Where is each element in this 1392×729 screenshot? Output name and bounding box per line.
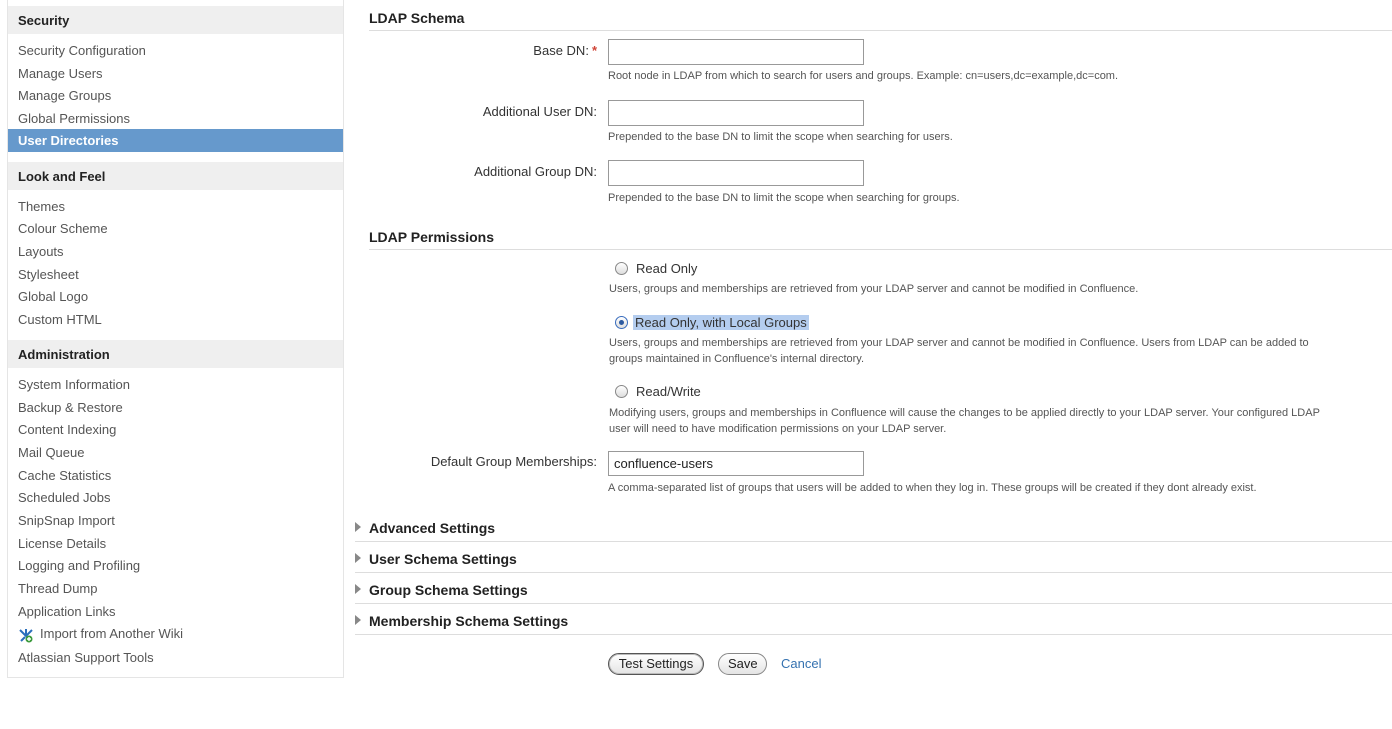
description-line: Users, groups and memberships are retrieved from your LDAP server and cannot be modified in Confluence. xyxy=(609,283,1139,295)
sidebar-item-atlassian-support-tools[interactable] xyxy=(8,646,343,669)
base-dn-description: Root node in LDAP from which to search for users and groups. Example: cn=users,dc=example,dc=com. xyxy=(608,70,1119,82)
sidebar-item-label: System Information xyxy=(18,377,130,392)
sidebar-item-label: Colour Scheme xyxy=(18,221,108,236)
additional-user-dn-input[interactable] xyxy=(608,100,864,126)
additional-group-dn-label: Additional Group DN: xyxy=(474,164,597,179)
sidebar-item-colour-scheme[interactable] xyxy=(8,217,343,240)
sidebar-item-user-directories[interactable] xyxy=(8,129,343,152)
sidebar-item-label: Atlassian Support Tools xyxy=(18,650,154,665)
sidebar-section-security xyxy=(8,6,343,34)
sidebar-item-label: SnipSnap Import xyxy=(18,513,115,528)
sidebar-item-system-information[interactable] xyxy=(8,373,343,396)
sidebar-section-title: Look and Feel xyxy=(18,169,106,184)
additional-group-dn-description: Prepended to the base DN to limit the scope when searching for groups. xyxy=(608,192,960,204)
required-marker: * xyxy=(591,43,597,58)
description-line: user will need to have modification permissions on your LDAP server. xyxy=(609,423,947,435)
sidebar-item-scheduled-jobs[interactable] xyxy=(8,486,343,509)
sidebar-item-label: Themes xyxy=(18,199,65,214)
sidebar-item-label: Global Logo xyxy=(18,289,89,304)
additional-user-dn-label: Additional User DN: xyxy=(482,104,597,119)
sidebar-section-look-and-feel xyxy=(8,162,343,190)
expand-triangle-icon xyxy=(355,584,361,594)
advanced-settings-toggle[interactable] xyxy=(355,515,1392,542)
sidebar-item-custom-html[interactable] xyxy=(8,308,343,331)
sidebar-item-stylesheet[interactable] xyxy=(8,263,343,286)
base-dn-label-text: Base DN: xyxy=(533,43,589,58)
read-only-local-groups-description xyxy=(609,335,1309,367)
sidebar-item-label: Scheduled Jobs xyxy=(18,490,111,505)
cancel-link[interactable]: Cancel xyxy=(781,656,822,671)
additional-user-dn-description: Prepended to the base DN to limit the scope when searching for users. xyxy=(608,131,953,143)
sidebar-item-manage-groups[interactable] xyxy=(8,84,343,107)
expand-triangle-icon xyxy=(355,553,361,563)
read-only-local-groups-label[interactable]: Read Only, with Local Groups xyxy=(635,315,807,330)
sidebar-item-label: Thread Dump xyxy=(18,581,98,596)
additional-group-dn-input[interactable] xyxy=(608,160,864,186)
test-settings-button[interactable]: Test Settings xyxy=(608,653,704,675)
import-wiki-icon xyxy=(18,627,34,643)
sidebar-item-label: Manage Users xyxy=(18,66,103,81)
group-schema-settings-toggle[interactable] xyxy=(355,577,1392,604)
sidebar-item-mail-queue[interactable] xyxy=(8,441,343,464)
base-dn-input[interactable] xyxy=(608,39,864,65)
description-line: Users, groups and memberships are retrieved from your LDAP server and cannot be modified in Confluence. Users from LDAP can be added to xyxy=(609,337,1309,349)
sidebar-item-themes[interactable] xyxy=(8,195,343,218)
sidebar-item-label: Manage Groups xyxy=(18,88,112,103)
sidebar-item-application-links[interactable] xyxy=(8,600,343,623)
sidebar-item-import-from-another-wiki[interactable] xyxy=(8,622,343,645)
read-only-label[interactable]: Read Only xyxy=(636,261,698,276)
sidebar-item-global-permissions[interactable] xyxy=(8,107,343,130)
read-write-label[interactable]: Read/Write xyxy=(636,384,701,399)
read-write-description xyxy=(609,405,1320,437)
sidebar-item-manage-users[interactable] xyxy=(8,62,343,85)
description-line: Modifying users, groups and memberships in Confluence will cause the changes to be applied directly to your LDAP server. Your configured LDAP xyxy=(609,407,1320,419)
sidebar-item-snipsnap-import[interactable] xyxy=(8,509,343,532)
sidebar-item-label: Stylesheet xyxy=(18,267,79,282)
base-dn-label xyxy=(533,43,597,58)
default-group-memberships-input[interactable] xyxy=(608,451,864,476)
main-content xyxy=(369,0,1392,729)
user-schema-settings-toggle[interactable] xyxy=(355,546,1392,573)
section-title: Membership Schema Settings xyxy=(369,613,569,629)
sidebar-item-label: Security Configuration xyxy=(18,43,146,58)
sidebar-item-layouts[interactable] xyxy=(8,240,343,263)
save-button[interactable]: Save xyxy=(718,653,767,675)
ldap-permissions-heading: LDAP Permissions xyxy=(369,229,1392,250)
sidebar-item-label: Layouts xyxy=(18,244,64,259)
sidebar-item-label: Backup & Restore xyxy=(18,400,123,415)
sidebar-item-cache-statistics[interactable] xyxy=(8,464,343,487)
sidebar-section-title: Security xyxy=(18,13,70,28)
sidebar-item-label: Custom HTML xyxy=(18,312,102,327)
default-group-memberships-label: Default Group Memberships: xyxy=(430,454,597,469)
read-only-description xyxy=(609,281,1138,297)
default-group-memberships-description: A comma-separated list of groups that users will be added to when they log in. These groups will be created if they dont already exist. xyxy=(608,482,1257,494)
sidebar-item-label: Mail Queue xyxy=(18,445,85,460)
sidebar-item-label: Application Links xyxy=(18,604,116,619)
sidebar-item-label: Global Permissions xyxy=(18,111,130,126)
sidebar-item-label: Logging and Profiling xyxy=(18,558,141,573)
read-write-radio[interactable] xyxy=(615,385,628,398)
sidebar-item-backup-restore[interactable] xyxy=(8,396,343,419)
read-only-local-groups-radio[interactable] xyxy=(615,316,628,329)
sidebar-item-content-indexing[interactable] xyxy=(8,418,343,441)
sidebar-item-global-logo[interactable] xyxy=(8,285,343,308)
sidebar-section-title: Administration xyxy=(18,347,110,362)
sidebar-item-label: Content Indexing xyxy=(18,422,117,437)
sidebar-section-administration xyxy=(8,340,343,368)
section-title: Advanced Settings xyxy=(369,520,496,536)
sidebar-item-license-details[interactable] xyxy=(8,532,343,555)
membership-schema-settings-toggle[interactable] xyxy=(355,608,1392,635)
read-only-radio[interactable] xyxy=(615,262,628,275)
section-title: Group Schema Settings xyxy=(369,582,528,598)
admin-sidebar xyxy=(7,0,344,678)
sidebar-item-label: User Directories xyxy=(18,133,119,148)
sidebar-item-label: Import from Another Wiki xyxy=(40,626,184,641)
expand-triangle-icon xyxy=(355,522,361,532)
description-line: groups maintained in Confluence's internal directory. xyxy=(609,353,865,365)
sidebar-item-thread-dump[interactable] xyxy=(8,577,343,600)
sidebar-item-security-configuration[interactable] xyxy=(8,39,343,62)
sidebar-item-logging-and-profiling[interactable] xyxy=(8,554,343,577)
sidebar-item-label: Cache Statistics xyxy=(18,468,112,483)
section-title: User Schema Settings xyxy=(369,551,517,567)
sidebar-item-label: License Details xyxy=(18,536,107,551)
ldap-schema-heading: LDAP Schema xyxy=(369,10,1392,31)
expand-triangle-icon xyxy=(355,615,361,625)
